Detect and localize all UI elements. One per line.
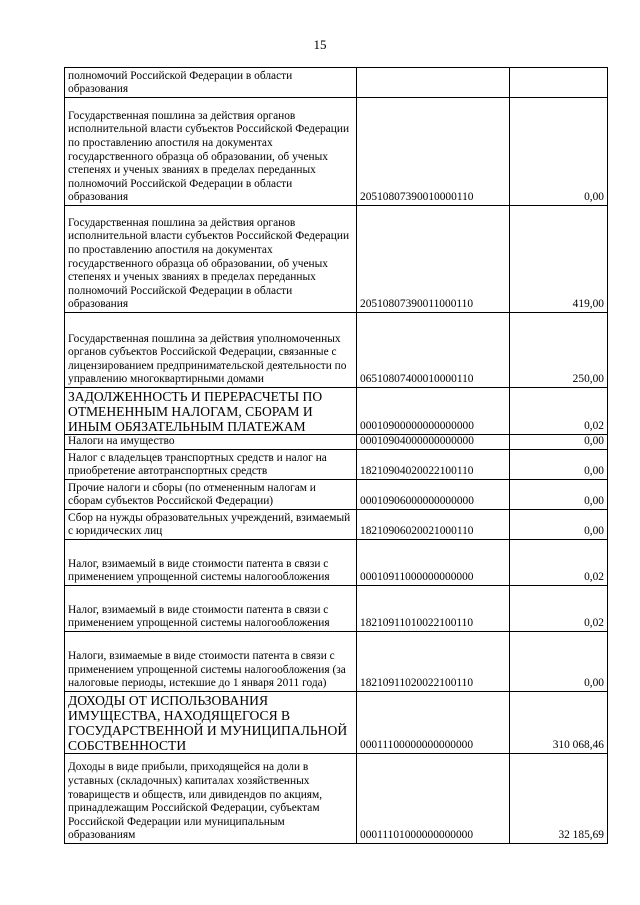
table-row (65, 632, 608, 692)
row-name: Государственная пошлина за действия органов исполнительной власти субъектов Российской Федерации по проставлению апостиля на документах государственного образца об образовании, об ученых степенях и ученых званиях в пределах переданных полномочий Российской Федерации в области образования (65, 206, 357, 313)
row-code: 18210911020022100110 (357, 632, 510, 692)
row-amount: 0,00 (510, 480, 608, 510)
row-amount: 250,00 (510, 313, 608, 388)
budget-revenue-table (64, 67, 608, 844)
row-name: Налоги, взимаемые в виде стоимости патента в связи с применением упрощенной системы налогообложения (за налоговые периоды, истекшие до 1 января 2011 года) (65, 632, 357, 692)
table-row (65, 206, 608, 313)
row-code: 18210906020021000110 (357, 510, 510, 540)
row-name: Налог, взимаемый в виде стоимости патента в связи с применением упрощенной системы налогообложения (65, 540, 357, 586)
row-amount (510, 68, 608, 98)
row-amount: 0,02 (510, 540, 608, 586)
row-name: ДОХОДЫ ОТ ИСПОЛЬЗОВАНИЯ ИМУЩЕСТВА, НАХОДЯЩЕГОСЯ В ГОСУДАРСТВЕННОЙ И МУНИЦИПАЛЬНОЙ СОБСТВЕННОСТИ (65, 692, 357, 754)
row-name: Налог, взимаемый в виде стоимости патента в связи с применением упрощенной системы налогообложения (65, 586, 357, 632)
row-amount: 0,00 (510, 450, 608, 480)
row-name: Налог с владельцев транспортных средств и налог на приобретение автотранспортных средств (65, 450, 357, 480)
row-code: 00011101000000000000 (357, 754, 510, 844)
row-amount: 0,00 (510, 632, 608, 692)
row-code: 00010906000000000000 (357, 480, 510, 510)
row-amount: 32 185,69 (510, 754, 608, 844)
row-amount: 0,00 (510, 435, 608, 450)
table-row (65, 510, 608, 540)
table-row (65, 480, 608, 510)
row-name: Государственная пошлина за действия органов исполнительной власти субъектов Российской Федерации по проставлению апостиля на документах государственного образца об образовании, об ученых степенях и ученых званиях в пределах переданных полномочий Российской Федерации в области образования (65, 98, 357, 206)
row-name: Сбор на нужды образовательных учреждений, взимаемый с юридических лиц (65, 510, 357, 540)
row-name: Государственная пошлина за действия уполномоченных органов субъектов Российской Федерации, связанные с лицензированием предпринимательской деятельности по управлению многоквартирными домами (65, 313, 357, 388)
table-row (65, 435, 608, 450)
table-row (65, 313, 608, 388)
row-amount: 419,00 (510, 206, 608, 313)
row-name: ЗАДОЛЖЕННОСТЬ И ПЕРЕРАСЧЕТЫ ПО ОТМЕНЕННЫМ НАЛОГАМ, СБОРАМ И ИНЫМ ОБЯЗАТЕЛЬНЫМ ПЛАТЕЖАМ (65, 388, 357, 435)
page-number: 15 (313, 37, 327, 52)
row-code: 20510807390011000110 (357, 206, 510, 313)
row-name: Прочие налоги и сборы (по отмененным налогам и сборам субъектов Российской Федерации) (65, 480, 357, 510)
row-code: 06510807400010000110 (357, 313, 510, 388)
table-row (65, 586, 608, 632)
row-code: 18210904020022100110 (357, 450, 510, 480)
table-row-section (65, 388, 608, 435)
row-code: 00010904000000000000 (357, 435, 510, 450)
row-amount: 0,02 (510, 586, 608, 632)
table-row (65, 68, 608, 98)
row-amount: 0,00 (510, 98, 608, 206)
row-name: полномочий Российской Федерации в области образования (65, 68, 357, 98)
row-code: 20510807390010000110 (357, 98, 510, 206)
row-code: 00010900000000000000 (357, 388, 510, 435)
table-row (65, 98, 608, 206)
row-name: Налоги на имущество (65, 435, 357, 450)
row-code: 18210911010022100110 (357, 586, 510, 632)
row-name: Доходы в виде прибыли, приходящейся на доли в уставных (складочных) капиталах хозяйственных товариществ и обществ, или дивидендов по акциям, принадлежащим Российской Федерации, субъектам Российской Федерации или муниципальным образованиям (65, 754, 357, 844)
row-code: 00010911000000000000 (357, 540, 510, 586)
row-amount: 0,02 (510, 388, 608, 435)
row-amount: 0,00 (510, 510, 608, 540)
row-code (357, 68, 510, 98)
table-row (65, 450, 608, 480)
table-row (65, 540, 608, 586)
row-amount: 310 068,46 (510, 692, 608, 754)
row-code: 00011100000000000000 (357, 692, 510, 754)
table-row (65, 754, 608, 844)
table-row-section (65, 692, 608, 754)
